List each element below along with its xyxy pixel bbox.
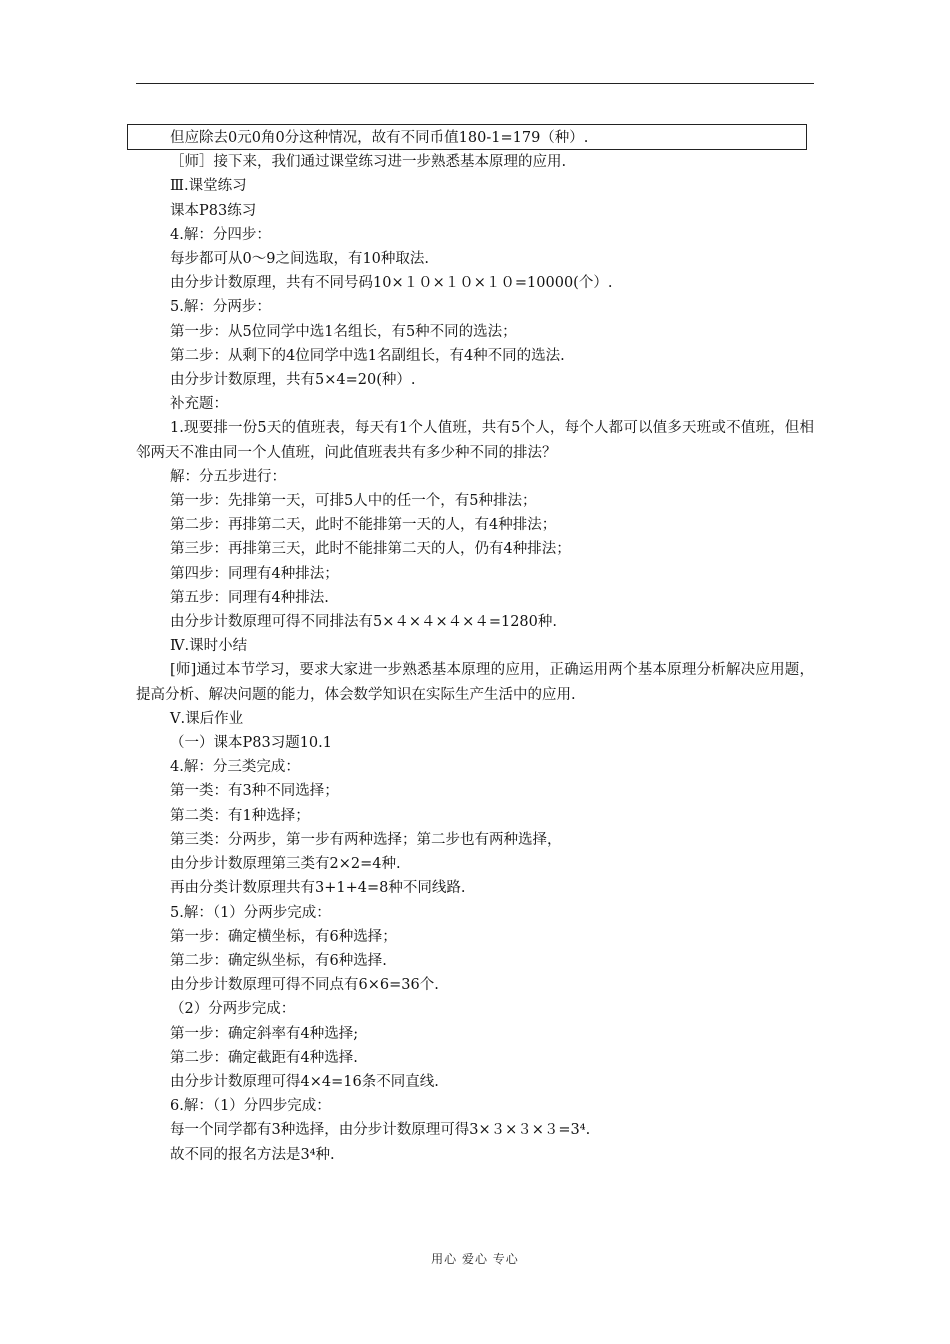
- text-line: 由分步计数原理，共有不同号码10×１０×１０×１０=10000(个）.: [170, 275, 613, 292]
- text-line: 第一类：有3种不同选择；: [170, 783, 339, 800]
- text-line: 故不同的报名方法是3⁴种.: [170, 1146, 335, 1163]
- text-line: 第二步：再排第二天，此时不能排第一天的人，有4种排法；: [170, 517, 557, 534]
- text-line: 5.解：（1）分两步完成：: [170, 904, 331, 921]
- text-line: 第二步：确定截距有4种选择.: [170, 1049, 358, 1066]
- text-line: 第五步：同理有4种排法.: [170, 589, 329, 606]
- text-line: ［师］接下来，我们通过课堂练习进一步熟悉基本原理的应用.: [170, 154, 567, 171]
- body-text: [136, 126, 814, 1167]
- text-line: （2）分两步完成：: [170, 1001, 296, 1018]
- text-line: 由分步计数原理可得4×4=16条不同直线.: [170, 1073, 439, 1090]
- text-line: 由分步计数原理可得不同排法有5×４×４×４×４=1280种.: [170, 614, 557, 631]
- text-line: 第四步：同理有4种排法；: [170, 565, 339, 582]
- text-line: 第二步：从剩下的4位同学中选1名副组长，有4种不同的选法.: [170, 347, 565, 364]
- text-line: 4.解：分四步：: [170, 226, 271, 243]
- section-heading: Ⅲ.课堂练习: [170, 178, 247, 195]
- text-line: 每一个同学都有3种选择，由分步计数原理可得3×３×３×３=3⁴.: [170, 1122, 591, 1139]
- text-line: 课本P83练习: [170, 202, 257, 219]
- page-footer: 用心 爱心 专心: [431, 1252, 519, 1266]
- section-heading: Ⅳ.课时小结: [170, 638, 248, 655]
- text-line: 由分步计数原理，共有5×4=20(种）.: [170, 372, 416, 389]
- text-line: 5.解：分两步：: [170, 299, 271, 316]
- text-line: 解：分五步进行：: [170, 468, 286, 485]
- text-line: 再由分类计数原理共有3+1+4=8种不同线路.: [170, 880, 466, 897]
- text-line: 由分步计数原理可得不同点有6×6=36个.: [170, 977, 439, 994]
- text-line: 第二步：确定纵坐标，有6种选择.: [170, 952, 387, 969]
- section-heading: Ⅴ.课后作业: [170, 710, 244, 727]
- text-paragraph: 1.现要排一份5天的值班表，每天有1个人值班，共有5个人，每个人都可以值多天班或不值班，但相邻两天不准由同一个人值班，问此值班表共有多少种不同的排法？: [136, 420, 814, 461]
- header-rule: [136, 83, 814, 84]
- text-line: 第一步：确定斜率有4种选择;: [170, 1025, 359, 1042]
- text-line: 由分步计数原理第三类有2×2=4种.: [170, 856, 401, 873]
- text-line: 第一步：从5位同学中选1名组长，有5种不同的选法；: [170, 323, 517, 340]
- text-line: 每步都可从0～9之间选取，有10种取法.: [170, 251, 430, 268]
- text-line: 4.解：分三类完成：: [170, 759, 300, 776]
- text-line: 第三类：分两步，第一步有两种选择；第二步也有两种选择，: [170, 831, 562, 848]
- text-line: 第二类：有1种选择；: [170, 807, 310, 824]
- text-line: （一）课本P83习题10.1: [170, 735, 332, 752]
- text-paragraph: [师]通过本节学习，要求大家进一步熟悉基本原理的应用，正确运用两个基本原理分析解决应用题，提高分析、解决问题的能力，体会数学知识在实际生产生活中的应用.: [136, 662, 814, 703]
- text-line: 第一步：先排第一天，可排5人中的任一个，有5种排法；: [170, 493, 537, 510]
- text-line: 补充题：: [170, 396, 228, 413]
- text-line: 第一步：确定横坐标，有6种选择；: [170, 928, 397, 945]
- text-line: 但应除去0元0角0分这种情况，故有不同币值180-1=179（种）.: [170, 130, 589, 146]
- text-line: 第三步：再排第三天，此时不能排第二天的人，仍有4种排法；: [170, 541, 571, 558]
- text-line: 6.解：（1）分四步完成：: [170, 1098, 331, 1115]
